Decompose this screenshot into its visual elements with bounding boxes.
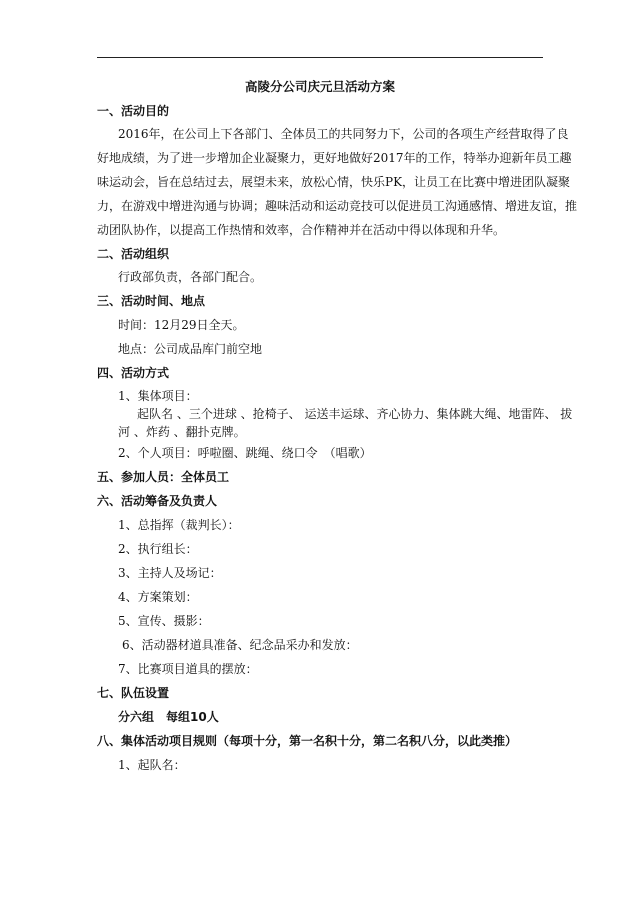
section-1-paragraph-line-1: 2016年，在公司上下各部门、全体员工的共同努力下，公司的各项生产经营取得了良	[118, 127, 569, 141]
section-4-item-1-line-2: 河 、炸药 、翻扑克牌。	[118, 425, 246, 439]
section-3-heading: 三、活动时间、地点	[97, 294, 206, 308]
section-1-paragraph-line-4: 力，在游戏中增进沟通与协调；趣味活动和运动竞技可以促进员工沟通感情、增进友谊，推	[97, 199, 578, 213]
section-4-heading: 四、活动方式	[97, 366, 170, 380]
section-8-heading: 八、集体活动项目规则（每项十分，第一名积十分，第二名积八分，以此类推）	[97, 734, 518, 748]
section-7-text: 分六组 每组10人	[118, 710, 219, 724]
section-1-paragraph-line-2: 好地成绩，为了进一步增加企业凝聚力，更好地做好2017年的工作，特举办迎新年员工趣	[97, 151, 572, 165]
section-3-time: 时间：12月29日全天。	[118, 318, 245, 332]
section-1-paragraph-line-5: 动团队协作，以提高工作热情和效率，合作精神并在活动中得以体现和升华。	[97, 223, 506, 237]
section-6-item: 3、主持人及场记：	[118, 566, 222, 580]
section-6-heading: 六、活动筹备及负责人	[97, 494, 218, 508]
section-3-place: 地点：公司成品库门前空地	[118, 342, 263, 356]
section-2-text: 行政部负责，各部门配合。	[118, 270, 263, 284]
section-6-item: 2、执行组长：	[118, 542, 198, 556]
section-6-item: 1、总指挥（裁判长）：	[118, 518, 240, 532]
section-1-paragraph-line-3: 味运动会，旨在总结过去，展望未来，放松心情，快乐PK，让员工在比赛中增进团队凝聚	[97, 175, 571, 189]
page-title: 高陵分公司庆元旦活动方案	[244, 79, 395, 94]
section-6-item: 4、方案策划：	[118, 590, 198, 604]
section-6-item: 7、比赛项目道具的摆放：	[118, 662, 258, 676]
section-1-heading: 一、活动目的	[97, 104, 170, 118]
section-6-item: 5、宣传、摄影：	[118, 614, 210, 628]
section-4-item-2: 2、个人项目：呼啦圈、跳绳、绕口令 （唱歌）	[118, 446, 372, 460]
section-2-heading: 二、活动组织	[97, 247, 170, 261]
section-4-item-1-line-1: 起队名 、三个进球 、抢椅子、 运送丰运球、齐心协力、集体跳大绳、地雷阵、 拔	[137, 407, 573, 421]
section-5-heading: 五、参加人员：全体员工	[97, 470, 230, 484]
section-6-item: 6、活动器材道具准备、纪念品采办和发放：	[122, 638, 358, 652]
section-8-item-1: 1、起队名：	[118, 758, 186, 772]
section-7-heading: 七、队伍设置	[97, 686, 170, 700]
header-rule	[97, 57, 543, 58]
section-4-item-1: 1、集体项目：	[118, 389, 198, 403]
